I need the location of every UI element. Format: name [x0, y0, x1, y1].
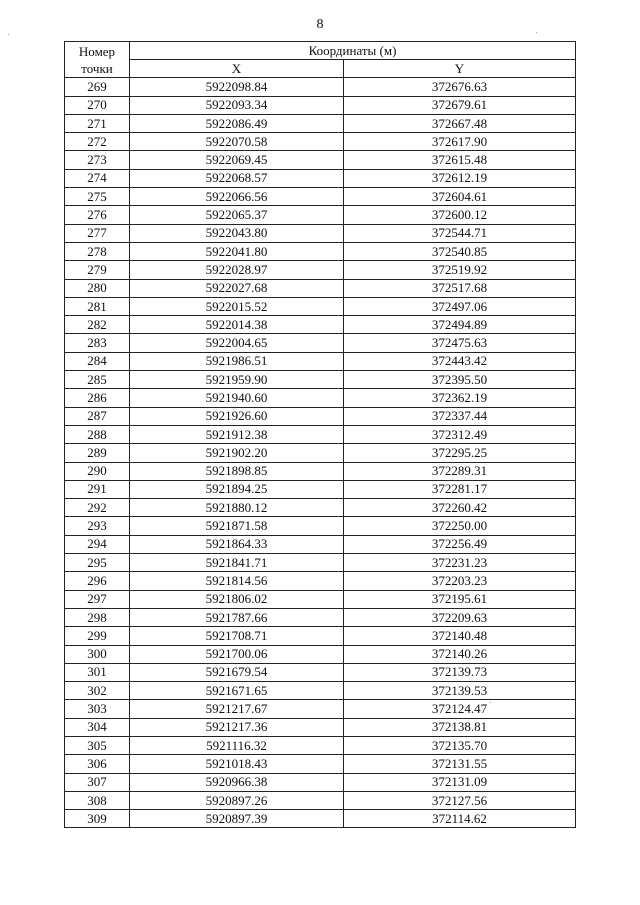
table-row	[65, 462, 576, 480]
table-row	[65, 627, 576, 645]
x-coordinate-cell: 5921926.60	[130, 407, 344, 425]
table-row	[65, 279, 576, 297]
table-row	[65, 480, 576, 498]
x-coordinate-cell: 5921871.58	[130, 517, 344, 535]
y-coordinate-cell: 372443.42	[344, 352, 576, 370]
y-coordinate-cell: 372203.23	[344, 572, 576, 590]
point-number-cell: 278	[65, 242, 130, 260]
x-coordinate-cell: 5922069.45	[130, 151, 344, 169]
x-coordinate-cell: 5922043.80	[130, 224, 344, 242]
x-coordinate-cell: 5921959.90	[130, 371, 344, 389]
table-row	[65, 682, 576, 700]
table-row	[65, 608, 576, 626]
x-coordinate-cell: 5922093.34	[130, 96, 344, 114]
table-body	[65, 78, 576, 828]
point-number-cell: 295	[65, 554, 130, 572]
y-coordinate-cell: 372617.90	[344, 133, 576, 151]
table-row	[65, 96, 576, 114]
table-row	[65, 700, 576, 718]
y-coordinate-cell: 372289.31	[344, 462, 576, 480]
point-number-cell: 289	[65, 444, 130, 462]
x-coordinate-cell: 5921912.38	[130, 425, 344, 443]
x-coordinate-cell: 5922068.57	[130, 169, 344, 187]
y-coordinate-cell: 372667.48	[344, 114, 576, 132]
table-row	[65, 554, 576, 572]
x-coordinate-cell: 5920966.38	[130, 773, 344, 791]
table-row	[65, 114, 576, 132]
table-row	[65, 535, 576, 553]
point-number-cell: 297	[65, 590, 130, 608]
point-number-cell: 279	[65, 261, 130, 279]
x-coordinate-cell: 5921671.65	[130, 682, 344, 700]
point-number-cell: 298	[65, 608, 130, 626]
table-row	[65, 572, 576, 590]
y-coordinate-cell: 372195.61	[344, 590, 576, 608]
coordinates-header: Координаты (м)	[130, 42, 576, 60]
point-number-cell: 273	[65, 151, 130, 169]
x-coordinate-cell: 5921902.20	[130, 444, 344, 462]
table-row	[65, 297, 576, 315]
point-number-cell: 280	[65, 279, 130, 297]
y-header: Y	[344, 60, 576, 78]
point-number-cell: 270	[65, 96, 130, 114]
y-coordinate-cell: 372209.63	[344, 608, 576, 626]
point-number-cell: 305	[65, 736, 130, 754]
y-coordinate-cell: 372312.49	[344, 425, 576, 443]
x-header: X	[130, 60, 344, 78]
point-number-cell: 281	[65, 297, 130, 315]
y-coordinate-cell: 372604.61	[344, 188, 576, 206]
table-row	[65, 444, 576, 462]
point-number-cell: 294	[65, 535, 130, 553]
x-coordinate-cell: 5921018.43	[130, 755, 344, 773]
x-coordinate-cell: 5922028.97	[130, 261, 344, 279]
y-coordinate-cell: 372395.50	[344, 371, 576, 389]
y-coordinate-cell: 372140.48	[344, 627, 576, 645]
y-coordinate-cell: 372140.26	[344, 645, 576, 663]
x-coordinate-cell: 5921679.54	[130, 663, 344, 681]
x-coordinate-cell: 5922015.52	[130, 297, 344, 315]
y-coordinate-cell: 372362.19	[344, 389, 576, 407]
point-number-cell: 269	[65, 78, 130, 96]
x-coordinate-cell: 5921841.71	[130, 554, 344, 572]
x-coordinate-cell: 5921898.85	[130, 462, 344, 480]
point-number-cell: 275	[65, 188, 130, 206]
y-coordinate-cell: 372135.70	[344, 736, 576, 754]
scan-speck	[8, 34, 9, 35]
point-number-cell: 282	[65, 316, 130, 334]
table-row	[65, 352, 576, 370]
y-coordinate-cell: 372139.53	[344, 682, 576, 700]
y-coordinate-cell: 372679.61	[344, 96, 576, 114]
table-row	[65, 810, 576, 828]
x-coordinate-cell: 5922065.37	[130, 206, 344, 224]
point-number-cell: 271	[65, 114, 130, 132]
point-number-cell: 303	[65, 700, 130, 718]
y-coordinate-cell: 372497.06	[344, 297, 576, 315]
x-coordinate-cell: 5921217.67	[130, 700, 344, 718]
point-number-cell: 299	[65, 627, 130, 645]
y-coordinate-cell: 372337.44	[344, 407, 576, 425]
y-coordinate-cell: 372127.56	[344, 791, 576, 809]
point-number-cell: 285	[65, 371, 130, 389]
x-coordinate-cell: 5922086.49	[130, 114, 344, 132]
y-coordinate-cell: 372475.63	[344, 334, 576, 352]
table-row	[65, 389, 576, 407]
x-coordinate-cell: 5922004.65	[130, 334, 344, 352]
y-coordinate-cell: 372615.48	[344, 151, 576, 169]
y-coordinate-cell: 372295.25	[344, 444, 576, 462]
point-number-cell: 276	[65, 206, 130, 224]
point-number-cell: 308	[65, 791, 130, 809]
table-row	[65, 773, 576, 791]
y-coordinate-cell: 372138.81	[344, 718, 576, 736]
y-coordinate-cell: 372281.17	[344, 480, 576, 498]
table-row	[65, 517, 576, 535]
table-row	[65, 188, 576, 206]
point-number-cell: 302	[65, 682, 130, 700]
y-coordinate-cell: 372131.55	[344, 755, 576, 773]
y-coordinate-cell: 372260.42	[344, 499, 576, 517]
table-header-row	[65, 42, 576, 60]
table-row	[65, 224, 576, 242]
x-coordinate-cell: 5921700.06	[130, 645, 344, 663]
y-coordinate-cell: 372519.92	[344, 261, 576, 279]
axis-header-row	[65, 60, 576, 78]
point-number-cell: 287	[65, 407, 130, 425]
x-coordinate-cell: 5921217.36	[130, 718, 344, 736]
point-number-cell: 277	[65, 224, 130, 242]
y-coordinate-cell: 372256.49	[344, 535, 576, 553]
scan-speck	[536, 32, 537, 33]
y-coordinate-cell: 372544.71	[344, 224, 576, 242]
y-coordinate-cell: 372612.19	[344, 169, 576, 187]
x-coordinate-cell: 5921894.25	[130, 480, 344, 498]
point-number-cell: 272	[65, 133, 130, 151]
point-number-cell: 283	[65, 334, 130, 352]
point-number-cell: 307	[65, 773, 130, 791]
table-row	[65, 371, 576, 389]
point-number-cell: 300	[65, 645, 130, 663]
table-row	[65, 133, 576, 151]
x-coordinate-cell: 5920897.26	[130, 791, 344, 809]
point-number-cell: 296	[65, 572, 130, 590]
x-coordinate-cell: 5921787.66	[130, 608, 344, 626]
table-row	[65, 645, 576, 663]
x-coordinate-cell: 5922041.80	[130, 242, 344, 260]
page-number: 8	[316, 17, 324, 32]
table-row	[65, 425, 576, 443]
y-coordinate-cell: 372676.63	[344, 78, 576, 96]
table-row	[65, 590, 576, 608]
x-coordinate-cell: 5921708.71	[130, 627, 344, 645]
point-number-header: Номер точки	[65, 42, 130, 78]
table-row	[65, 407, 576, 425]
point-number-cell: 301	[65, 663, 130, 681]
table-row	[65, 169, 576, 187]
y-coordinate-cell: 372124.47	[344, 700, 576, 718]
point-number-cell: 290	[65, 462, 130, 480]
table-row	[65, 736, 576, 754]
table-row	[65, 242, 576, 260]
table-row	[65, 663, 576, 681]
y-coordinate-cell: 372517.68	[344, 279, 576, 297]
x-coordinate-cell: 5921116.32	[130, 736, 344, 754]
table-row	[65, 151, 576, 169]
table-row	[65, 261, 576, 279]
scan-speck	[490, 702, 491, 703]
y-coordinate-cell: 372494.89	[344, 316, 576, 334]
x-coordinate-cell: 5922066.56	[130, 188, 344, 206]
point-number-cell: 286	[65, 389, 130, 407]
x-coordinate-cell: 5921814.56	[130, 572, 344, 590]
x-coordinate-cell: 5921940.60	[130, 389, 344, 407]
table-row	[65, 718, 576, 736]
x-coordinate-cell: 5922098.84	[130, 78, 344, 96]
table-row	[65, 206, 576, 224]
point-number-cell: 309	[65, 810, 130, 828]
point-number-cell: 306	[65, 755, 130, 773]
y-coordinate-cell: 372114.62	[344, 810, 576, 828]
coordinates-table	[64, 41, 576, 828]
table-row	[65, 755, 576, 773]
point-number-cell: 292	[65, 499, 130, 517]
y-coordinate-cell: 372600.12	[344, 206, 576, 224]
point-number-cell: 304	[65, 718, 130, 736]
table-row	[65, 791, 576, 809]
point-number-cell: 284	[65, 352, 130, 370]
y-coordinate-cell: 372540.85	[344, 242, 576, 260]
table-row	[65, 499, 576, 517]
point-number-cell: 291	[65, 480, 130, 498]
x-coordinate-cell: 5921864.33	[130, 535, 344, 553]
x-coordinate-cell: 5920897.39	[130, 810, 344, 828]
x-coordinate-cell: 5922070.58	[130, 133, 344, 151]
y-coordinate-cell: 372131.09	[344, 773, 576, 791]
table-row	[65, 78, 576, 96]
x-coordinate-cell: 5922014.38	[130, 316, 344, 334]
point-number-cell: 274	[65, 169, 130, 187]
x-coordinate-cell: 5922027.68	[130, 279, 344, 297]
table-row	[65, 334, 576, 352]
y-coordinate-cell: 372250.00	[344, 517, 576, 535]
point-number-cell: 288	[65, 425, 130, 443]
y-coordinate-cell: 372231.23	[344, 554, 576, 572]
point-number-cell: 293	[65, 517, 130, 535]
y-coordinate-cell: 372139.73	[344, 663, 576, 681]
x-coordinate-cell: 5921806.02	[130, 590, 344, 608]
x-coordinate-cell: 5921986.51	[130, 352, 344, 370]
x-coordinate-cell: 5921880.12	[130, 499, 344, 517]
table-row	[65, 316, 576, 334]
